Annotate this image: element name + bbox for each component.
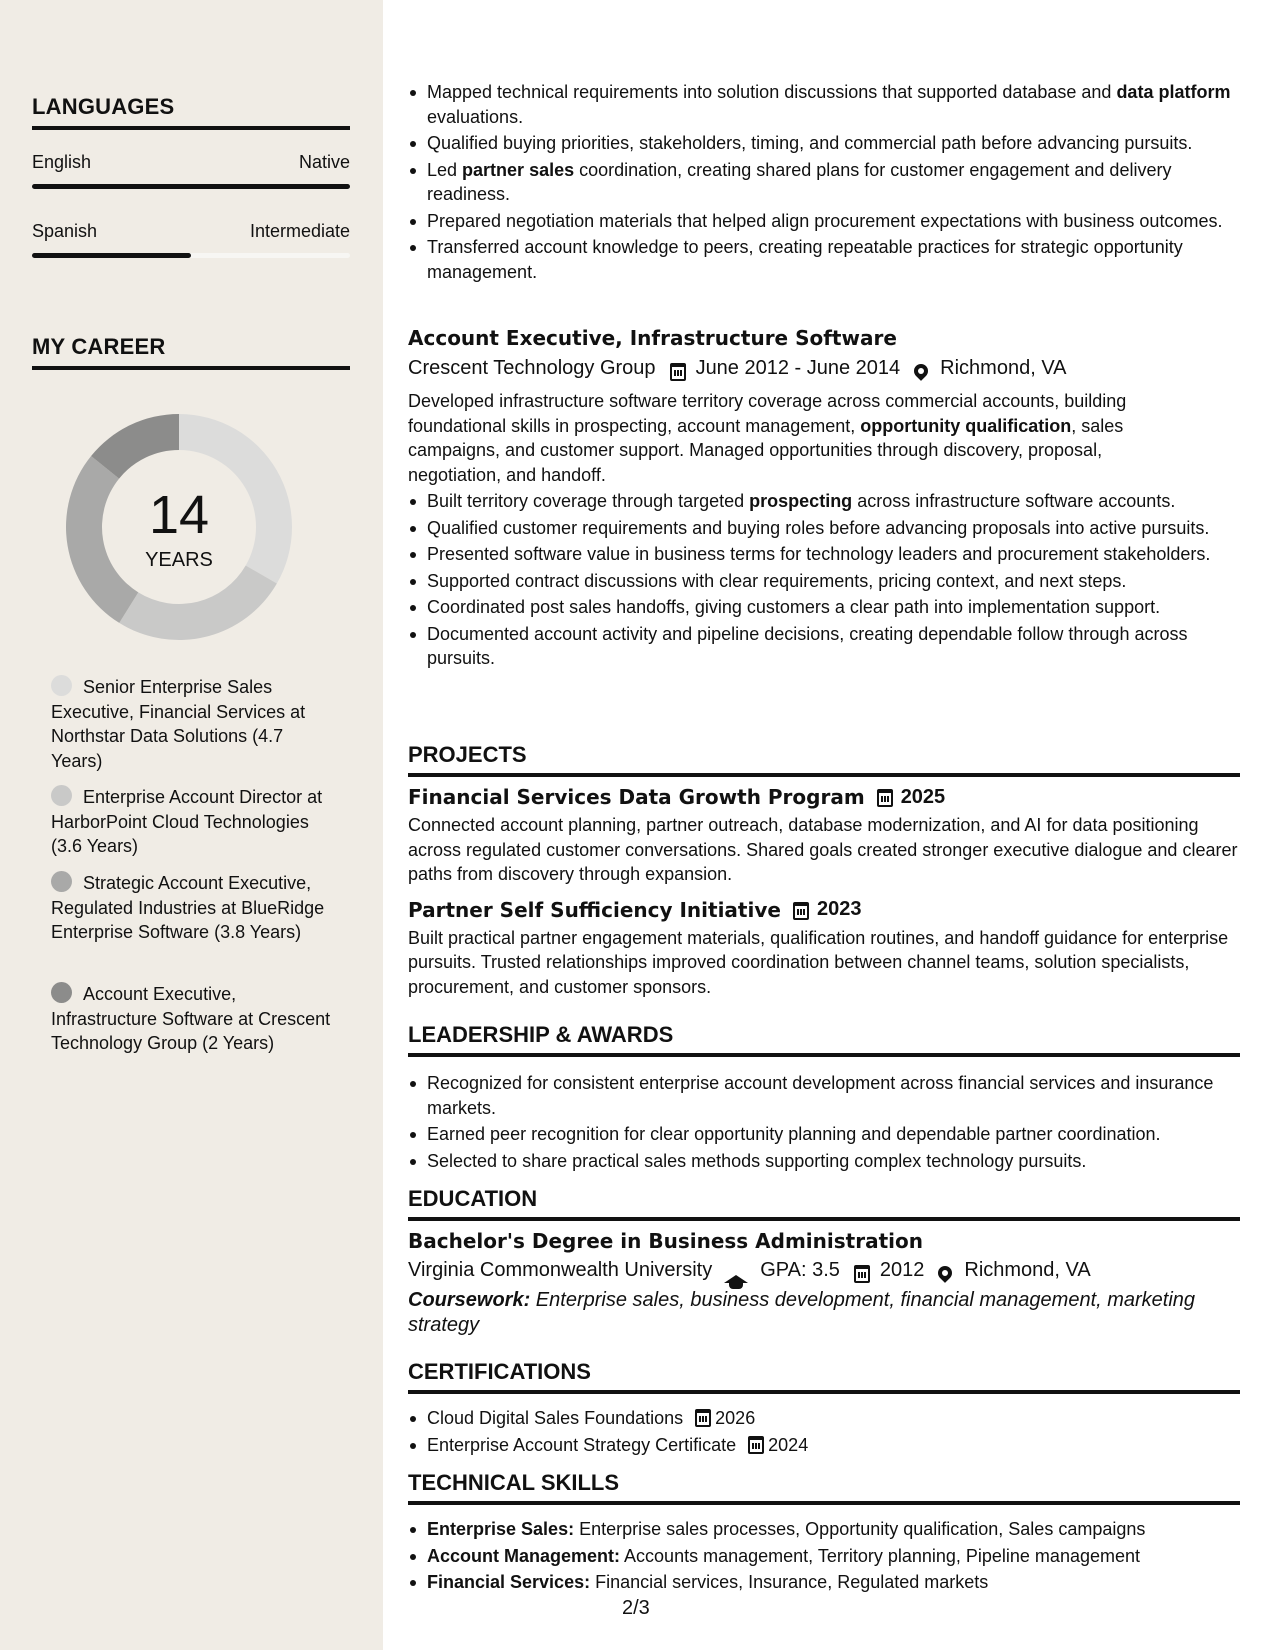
language-bar-spanish <box>32 253 350 258</box>
education-meta <box>408 1256 1240 1284</box>
bullet-list <box>408 1517 1240 1595</box>
location-pin-icon <box>914 358 932 378</box>
main-content <box>408 0 1240 1650</box>
career-total-years: 14 <box>148 485 210 545</box>
bullet-item <box>408 489 1240 514</box>
language-level: Intermediate <box>249 221 350 241</box>
bullet-item <box>408 542 1240 567</box>
skill-value: Accounts management, Territory planning, Pipeline management <box>620 1545 1141 1566</box>
career-legend-item <box>51 785 331 859</box>
bullet-text: coordination, creating shared plans for customer engagement and delivery readiness. <box>427 159 1172 204</box>
job-meta <box>408 354 1240 382</box>
project-year: 2023 <box>816 898 862 920</box>
sidebar <box>0 0 383 1650</box>
certification-item <box>408 1433 1240 1458</box>
coursework <box>408 1288 1208 1337</box>
calendar-icon <box>854 1260 872 1280</box>
bullet-item <box>408 569 1240 594</box>
certification-year: 2026 <box>715 1408 756 1428</box>
skill-value: Financial services, Insurance, Regulated markets <box>590 1572 989 1592</box>
bullet-item <box>408 235 1240 284</box>
certification-name: Enterprise Account Strategy Certificate <box>427 1434 737 1455</box>
certification-name: Cloud Digital Sales Foundations <box>427 1408 684 1428</box>
skill-item <box>408 1517 1240 1542</box>
project-title-row <box>408 785 1240 809</box>
bullet-item <box>408 131 1240 156</box>
bullet-item <box>408 622 1240 671</box>
bullet-bold-text: data platform <box>1116 82 1231 102</box>
bullet-item <box>408 516 1240 541</box>
summary-bold: opportunity qualification <box>860 415 1072 436</box>
award-item: Selected to share practical sales methods supporting complex technology pursuits. <box>408 1149 1240 1174</box>
graduation-cap-icon <box>724 1260 750 1280</box>
career-legend-item <box>51 982 331 1056</box>
bullet-list <box>408 1071 1240 1173</box>
skills-heading: TECHNICAL SKILLS <box>408 1470 1240 1505</box>
career-legend-item <box>51 871 331 945</box>
legend-dot <box>51 982 72 1003</box>
bullet-text: Mapped technical requirements into solution discussions that supported database and <box>427 82 1117 102</box>
career-donut-chart <box>64 412 294 642</box>
bullet-item <box>408 80 1240 129</box>
language-bar-english <box>32 184 350 189</box>
degree-title: Bachelor's Degree in Business Administration <box>408 1229 923 1253</box>
calendar-icon <box>695 1408 711 1428</box>
skill-value: Enterprise sales processes, Opportunity qualification, Sales campaigns <box>574 1519 1146 1539</box>
donut-segment-2 <box>119 566 277 641</box>
page-number: 2/3 <box>622 1597 650 1619</box>
bullet-list <box>408 80 1240 284</box>
career-legend-item <box>51 675 331 773</box>
bullet-list <box>408 1406 1240 1457</box>
certification-item <box>408 1406 1240 1431</box>
graduation-year: 2012 <box>879 1259 925 1281</box>
language-name: Spanish <box>32 221 98 241</box>
language-level: Native <box>298 152 350 172</box>
gpa: GPA: 3.5 <box>760 1259 840 1281</box>
job-title: Account Executive, Infrastructure Software <box>408 326 897 350</box>
bullet-text: Coordinated post sales handoffs, giving customers a clear path into implementation support. <box>427 597 1161 617</box>
bullet-text: Supported contract discussions with clear requirements, pricing context, and next steps. <box>427 570 1127 591</box>
bullet-text: Qualified buying priorities, stakeholders, timing, and commercial path before advancing pursuits. <box>427 133 1193 153</box>
project-description: Built practical partner engagement materials, qualification routines, and handoff guidance for enterprise pursuits. Trusted relationships improved coordination between channel teams, solution specialists, procurement, and customer sponsors. <box>408 927 1229 997</box>
language-name: English <box>32 152 92 172</box>
job-entry <box>408 326 1240 673</box>
bullet-text: Prepared negotiation materials that helped align procurement expectations with business outcomes. <box>427 210 1223 231</box>
certifications-heading: CERTIFICATIONS <box>408 1359 1240 1394</box>
skill-label: Enterprise Sales: <box>427 1519 575 1539</box>
education-heading: EDUCATION <box>408 1186 1240 1221</box>
legend-dot <box>51 675 72 696</box>
coursework-text: Enterprise sales, business development, financial management, marketing strategy <box>408 1289 1196 1336</box>
legend-label: Enterprise Account Director at HarborPoint Cloud Technologies (3.6 Years) <box>51 787 323 856</box>
bullet-text: Transferred account knowledge to peers, creating repeatable practices for strategic opportunity management. <box>427 237 1183 282</box>
calendar-icon <box>793 898 809 922</box>
legend-label: Strategic Account Executive, Regulated Industries at BlueRidge Enterprise Software (3.8 Years) <box>51 873 325 942</box>
project-title: Partner Self Sufficiency Initiative <box>408 897 781 922</box>
bullet-text: evaluations. <box>427 106 524 127</box>
bullet-bold-text: prospecting <box>749 491 853 511</box>
language-bar-fill <box>32 184 350 189</box>
project-year: 2025 <box>900 785 946 808</box>
career-total-unit: YEARS <box>145 549 213 571</box>
coursework-label: Coursework: <box>408 1289 531 1311</box>
project-description: Connected account planning, partner outreach, database modernization, and AI for data positioning across regulated customer conversations. Shared goals created stronger executive dialogue and clearer paths from discovery through expansion. <box>408 815 1238 884</box>
bullet-text: Qualified customer requirements and buying roles before advancing proposals into active pursuits. <box>427 517 1210 538</box>
company-name: Crescent Technology Group <box>408 357 656 379</box>
skill-item <box>408 1570 1240 1595</box>
job-location: Richmond, VA <box>940 357 1067 379</box>
bullet-item <box>408 158 1240 207</box>
bullet-item <box>408 595 1240 620</box>
legend-label: Senior Enterprise Sales Executive, Financial Services at Northstar Data Solutions (4.7 Years) <box>51 677 306 771</box>
legend-dot <box>51 871 72 892</box>
school-location: Richmond, VA <box>964 1259 1091 1281</box>
career-heading: MY CAREER <box>32 334 350 370</box>
language-bar-fill <box>32 253 191 258</box>
award-item: Recognized for consistent enterprise account development across financial services and insurance markets. <box>408 1071 1240 1120</box>
summary-text: , sales campaigns, and customer support. Managed opportunities through discovery, proposal, negotiation, and handoff. <box>408 415 1124 485</box>
experience-bullets-top <box>408 80 1240 286</box>
legend-label: Account Executive, Infrastructure Software at Crescent Technology Group (2 Years) <box>51 984 331 1053</box>
bullet-text: Presented software value in business terms for technology leaders and procurement stakeholders. <box>427 544 1211 564</box>
job-summary <box>408 389 1168 487</box>
summary-text: Developed infrastructure software territory coverage across commercial accounts, building foundational skills in prospecting, account management, <box>408 391 1127 436</box>
calendar-icon <box>877 785 893 809</box>
skills-section <box>408 1470 1240 1597</box>
location-pin-icon <box>938 1260 956 1280</box>
languages-heading: LANGUAGES <box>32 94 350 130</box>
awards-heading: LEADERSHIP & AWARDS <box>408 1022 1240 1057</box>
projects-section <box>408 742 1240 999</box>
project-title-row <box>408 898 1240 922</box>
education-section <box>408 1186 1240 1337</box>
skill-label: Financial Services: <box>427 1572 591 1592</box>
bullet-text: Built territory coverage through targeted <box>427 491 750 511</box>
language-row-english <box>32 152 350 173</box>
language-row-spanish <box>32 221 350 242</box>
legend-dot <box>51 785 72 806</box>
skill-item <box>408 1544 1240 1569</box>
certification-year: 2024 <box>768 1434 809 1455</box>
awards-section <box>408 1022 1240 1175</box>
bullet-item <box>408 209 1240 234</box>
job-dates: June 2012 - June 2014 <box>695 357 901 379</box>
bullet-text: Documented account activity and pipeline decisions, creating dependable follow through across pursuits. <box>427 623 1188 668</box>
calendar-icon <box>670 358 688 378</box>
bullet-text: Led <box>427 159 463 180</box>
certifications-section <box>408 1359 1240 1459</box>
bullet-bold-text: partner sales <box>462 159 575 180</box>
award-item: Earned peer recognition for clear opportunity planning and dependable partner coordination. <box>408 1122 1240 1147</box>
school-name: Virginia Commonwealth University <box>408 1259 713 1281</box>
bullet-text: across infrastructure software accounts. <box>852 491 1176 511</box>
projects-heading: PROJECTS <box>408 742 1240 777</box>
calendar-icon <box>748 1435 764 1455</box>
skill-label: Account Management: <box>427 1545 621 1566</box>
bullet-list <box>408 489 1240 671</box>
project-title: Financial Services Data Growth Program <box>408 785 865 809</box>
